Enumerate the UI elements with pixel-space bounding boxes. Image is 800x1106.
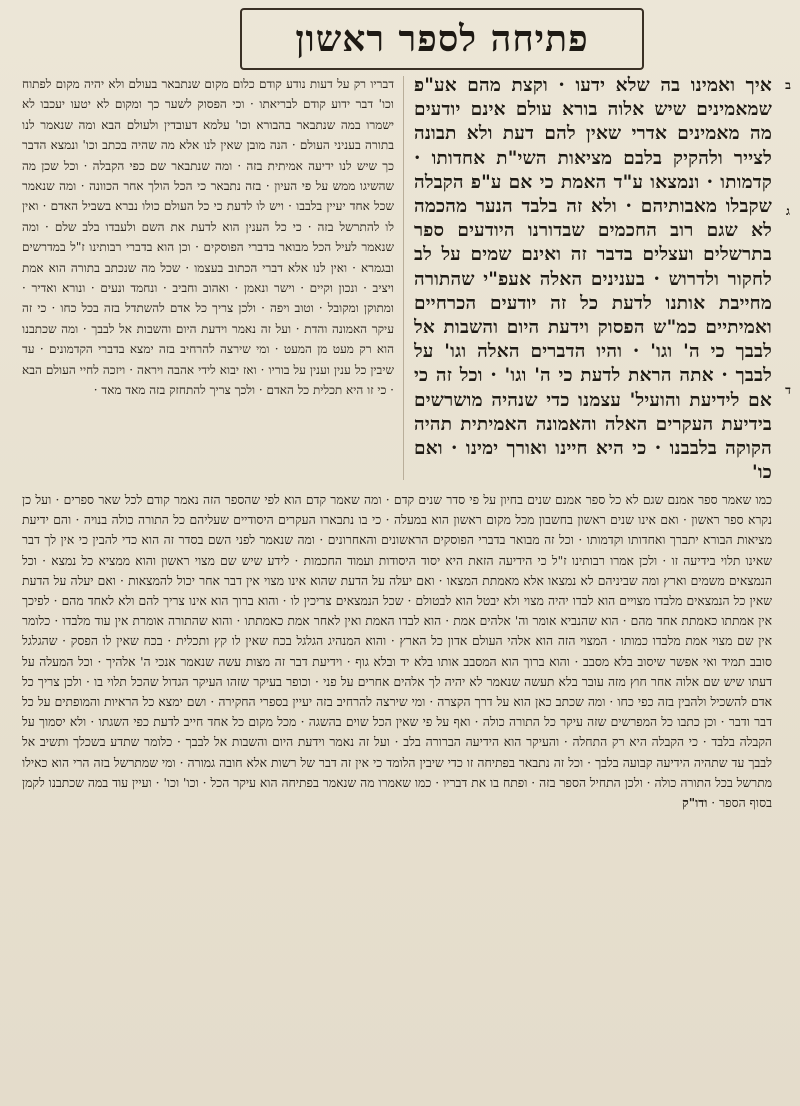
- commentary-column: [22, 74, 394, 482]
- bottom-commentary-text: כמו שאמר ספר אמנם שגם לא כל ספר אמנם שנים בחיון על פי סדר שנים קדם · ומה שאמר קדם הוא לפי שהספר הזה נאמר קודם לכל שאר ספרים · ועל כן נקרא ספר ראשון · ואם אינו שנים ראשון בחשבון מכל מקום ראשון הוא במעלה · כי בו נתבארו העקרים היסודיים שעליהם כל התורה כולה בנויה · והם ידיעת מציאות הבורא יתברך ואחדותו וקדמותו · וכל זה מבואר בדברי הפוסקים הראשונים והאחרונים · ומה שנאמר לפני השם בסדר זה הוא כדי להבין כי אין לך דבר שאינו תלוי בידיעה זו · ולכן אמרו רבותינו ז"ל כי הידיעה הזאת היא יסוד היסודות ועמוד החכמות · לידע שיש שם מצוי ראשון והוא ממציא כל נמצא · וכל הנמצאים משמים וארץ ומה שביניהם לא נמצאו אלא מאמתת המצאו · ואם יעלה על הדעת שהוא אינו מצוי אין דבר אחר יכול להמצאות · ואם יעלה על הדעת שאין כל הנמצאים מלבדו מצויים הוא לבדו יהיה מצוי ולא יבטל הוא לבטולם · שכל הנמצאים צריכין לו · והוא ברוך הוא אינו צריך להם ולא לאחד מהם · לפיכך אין אמתתו כאמתת אחד מהם · הוא שהנביא אומר וה' אלהים אמת · הוא לבדו האמת ואין לאחר אמת כאמתתו · והוא שהתורה אומרת אין עוד מלבדו · כלומר אין שם מצוי אמת מלבדו כמותו · המצוי הזה הוא אלהי העולם אדון כל הארץ · והוא המנהיג הגלגל בכח שאין לו קץ ותכלית · בכח שאין לו הפסק · שהגלגל סובב תמיד ואי אפשר שיסוב בלא מסבב · והוא ברוך הוא המסבב אותו בלא יד ובלא גוף · וידיעת דבר זה מצות עשה שנאמר אנכי ה' אלהיך · וכל המעלה על דעתו שיש שם אלוה אחר חוץ מזה עובר בלא תעשה שנאמר לא יהיה לך אלהים אחרים על פני · וכופר בעיקר שזהו העיקר הגדול שהכל תלוי בו · ולכן צריך כל אדם להשכיל ולהבין בזה כפי כחו · ומה שכתב כאן הוא על דרך הקצרה · ומי שירצה להרחיב בזה יעיין בספרי החקירה · ושם ימצא כל הראיות והמופתים על כל דבר ודבר · וכן כתבו כל המפרשים שזה עיקר כל התורה כולה · ואף על פי שאין הכל שוים בהשגה · מכל מקום כל אחד חייב לדעת כפי השגתו · ולא יסמוך על הקבלה בלבד · כי הקבלה היא רק התחלה · והעיקר הוא הידיעה הברורה בלב · ועל זה נאמר וידעת היום והשבות אל לבבך · כלומר שתדע בשכלך ותשיב אל לבבך עד שתהיה הידיעה קבועה בלבך · וכל זה נתבאר בפתיחה זו כדי שיבין הלומד כי אין זה דבר של רשות אלא חובה גמורה · ומי שמתרשל בזה הרי הוא כאילו מתרשל בכל התורה כולה · ולכן התחיל הספר בזה · ופתח בו את דבריו · כמו שאמרו מה שנאמר בפתיחה הוא עיקר הכל · וכו' וכו' · ועיין עוד במה שכתבנו לקמן בסוף הספר ·: [22, 493, 772, 811]
- main-text: איך ואמינו בה שלא ידעו · וקצת מהם אע"פ שמאמינים שיש אלוה בורא עולם אינם יודעים מה מאמינים אדרי שאין להם דעת ולא תבונה לצייר ולהקיק בלבם מציאות השי"ת אחדותו · קדמותו · ונמצאו ע"ד האמת כי אם ע"פ הקבלה שקבלו מאבותיהם · ולא זה בלבד הנער מהכמה לא שגם רוב החכמים שבדורנו היודעים ספר בתרשלים ועצלים בדבר זה ואינם שמים על לב לחקור ולדרוש · בענינים האלה אעפ"י שהתורה מחייבת אותנו לדעת כל זה יודעים הכרחיים ואמיתיים כמ"ש הפסוק וידעת היום והשבות אל לבבך כי ה' וגו' · והיו הדברים האלה וגו' על לבבך · אתה הראת לדעת כי ה' וגו' · וכל זה כי אם לידיעת והועיל' עצמנו כדי שנהיה מושרשים בידיעת העקרים האלה והאמונה האמיתית תהיה הקוקה בלבבנו · כי היא חיינו ואורך ימינו · ואם: [414, 75, 772, 460]
- title-frame: [240, 8, 644, 70]
- margin-note-c: ד: [785, 383, 791, 397]
- commentary-end: ודו"ק: [682, 795, 708, 811]
- column-divider: [403, 76, 404, 480]
- margin-note-a: ב: [785, 78, 791, 92]
- commentary-text: דבריו רק על דעות נודע קודם כלום מקום שנתבאר בעולם ולא יהיה מקום לפתוח וכו' דבר ידוע קודם לבריאתו · וכי הפסוק לשער כך ומקום לא יטעו יעכבו לא ישמרו במה שנתבאר בהבורא וכו' עלמא דעובדין ולעולם הבא ומה שנאמר לנו בתורה בעניני העולם · הנה מובן שאין לנו אלא מה שהיה בכתב וכו' ונמצא הדבר כך שיש לנו ידיעה אמיתית בזה · ומה שנתבאר שם כפי הקבלה · וכל שכן מה שהשיגו ממש על פי העיון · בזה נתבאר כי הכל הולך אחר הכוונה · ומה שנאמר שכל אחד יעיין בלבבו · ויש לו לדעת כי כל העולם כולו נברא בשביל האדם · ואין לו להתרשל בזה · כי כל הענין הוא לדעת את השם ולעבדו בלב שלם · ומה שנאמר לעיל הכל מבואר בדברי הפוסקים · וכן הוא בדברי רבותינו ז"ל במדרשים ובגמרא · ואין לנו אלא דברי הכתוב בעצמו · שכל מה שנכתב בתורה הוא אמת ויציב · ונכון וקיים · וישר ונאמן · ואהוב וחביב · ונחמד ונעים · ונורא ואדיר · ומתוקן ומקובל · וטוב ויפה · ולכן צריך כל אדם להשתדל בזה בכל כחו · כי זה עיקר האמונה והדת · ועל זה נאמר וידעת היום והשבות אל לבבך · ומה שכתבנו הוא רק מעט מן המעט · ומי שירצה להרחיב בזה ימצא בדברי הקדמונים · עד שיבין כל ענין וענין על בוריו · ואז יבוא לידי אהבה ויראה · ויזכה לחיי העולם הבא · כי זו היא תכלית כל האדם · ולכך צריך להתחזק בזה מאד מאד ·: [22, 77, 394, 398]
- margin-note-b: ג: [786, 204, 790, 218]
- bottom-commentary: [22, 490, 772, 1086]
- page-title: פתיחה לספר ראשון: [295, 18, 589, 60]
- main-text-column: [414, 74, 772, 486]
- main-text-end: כו': [751, 462, 772, 484]
